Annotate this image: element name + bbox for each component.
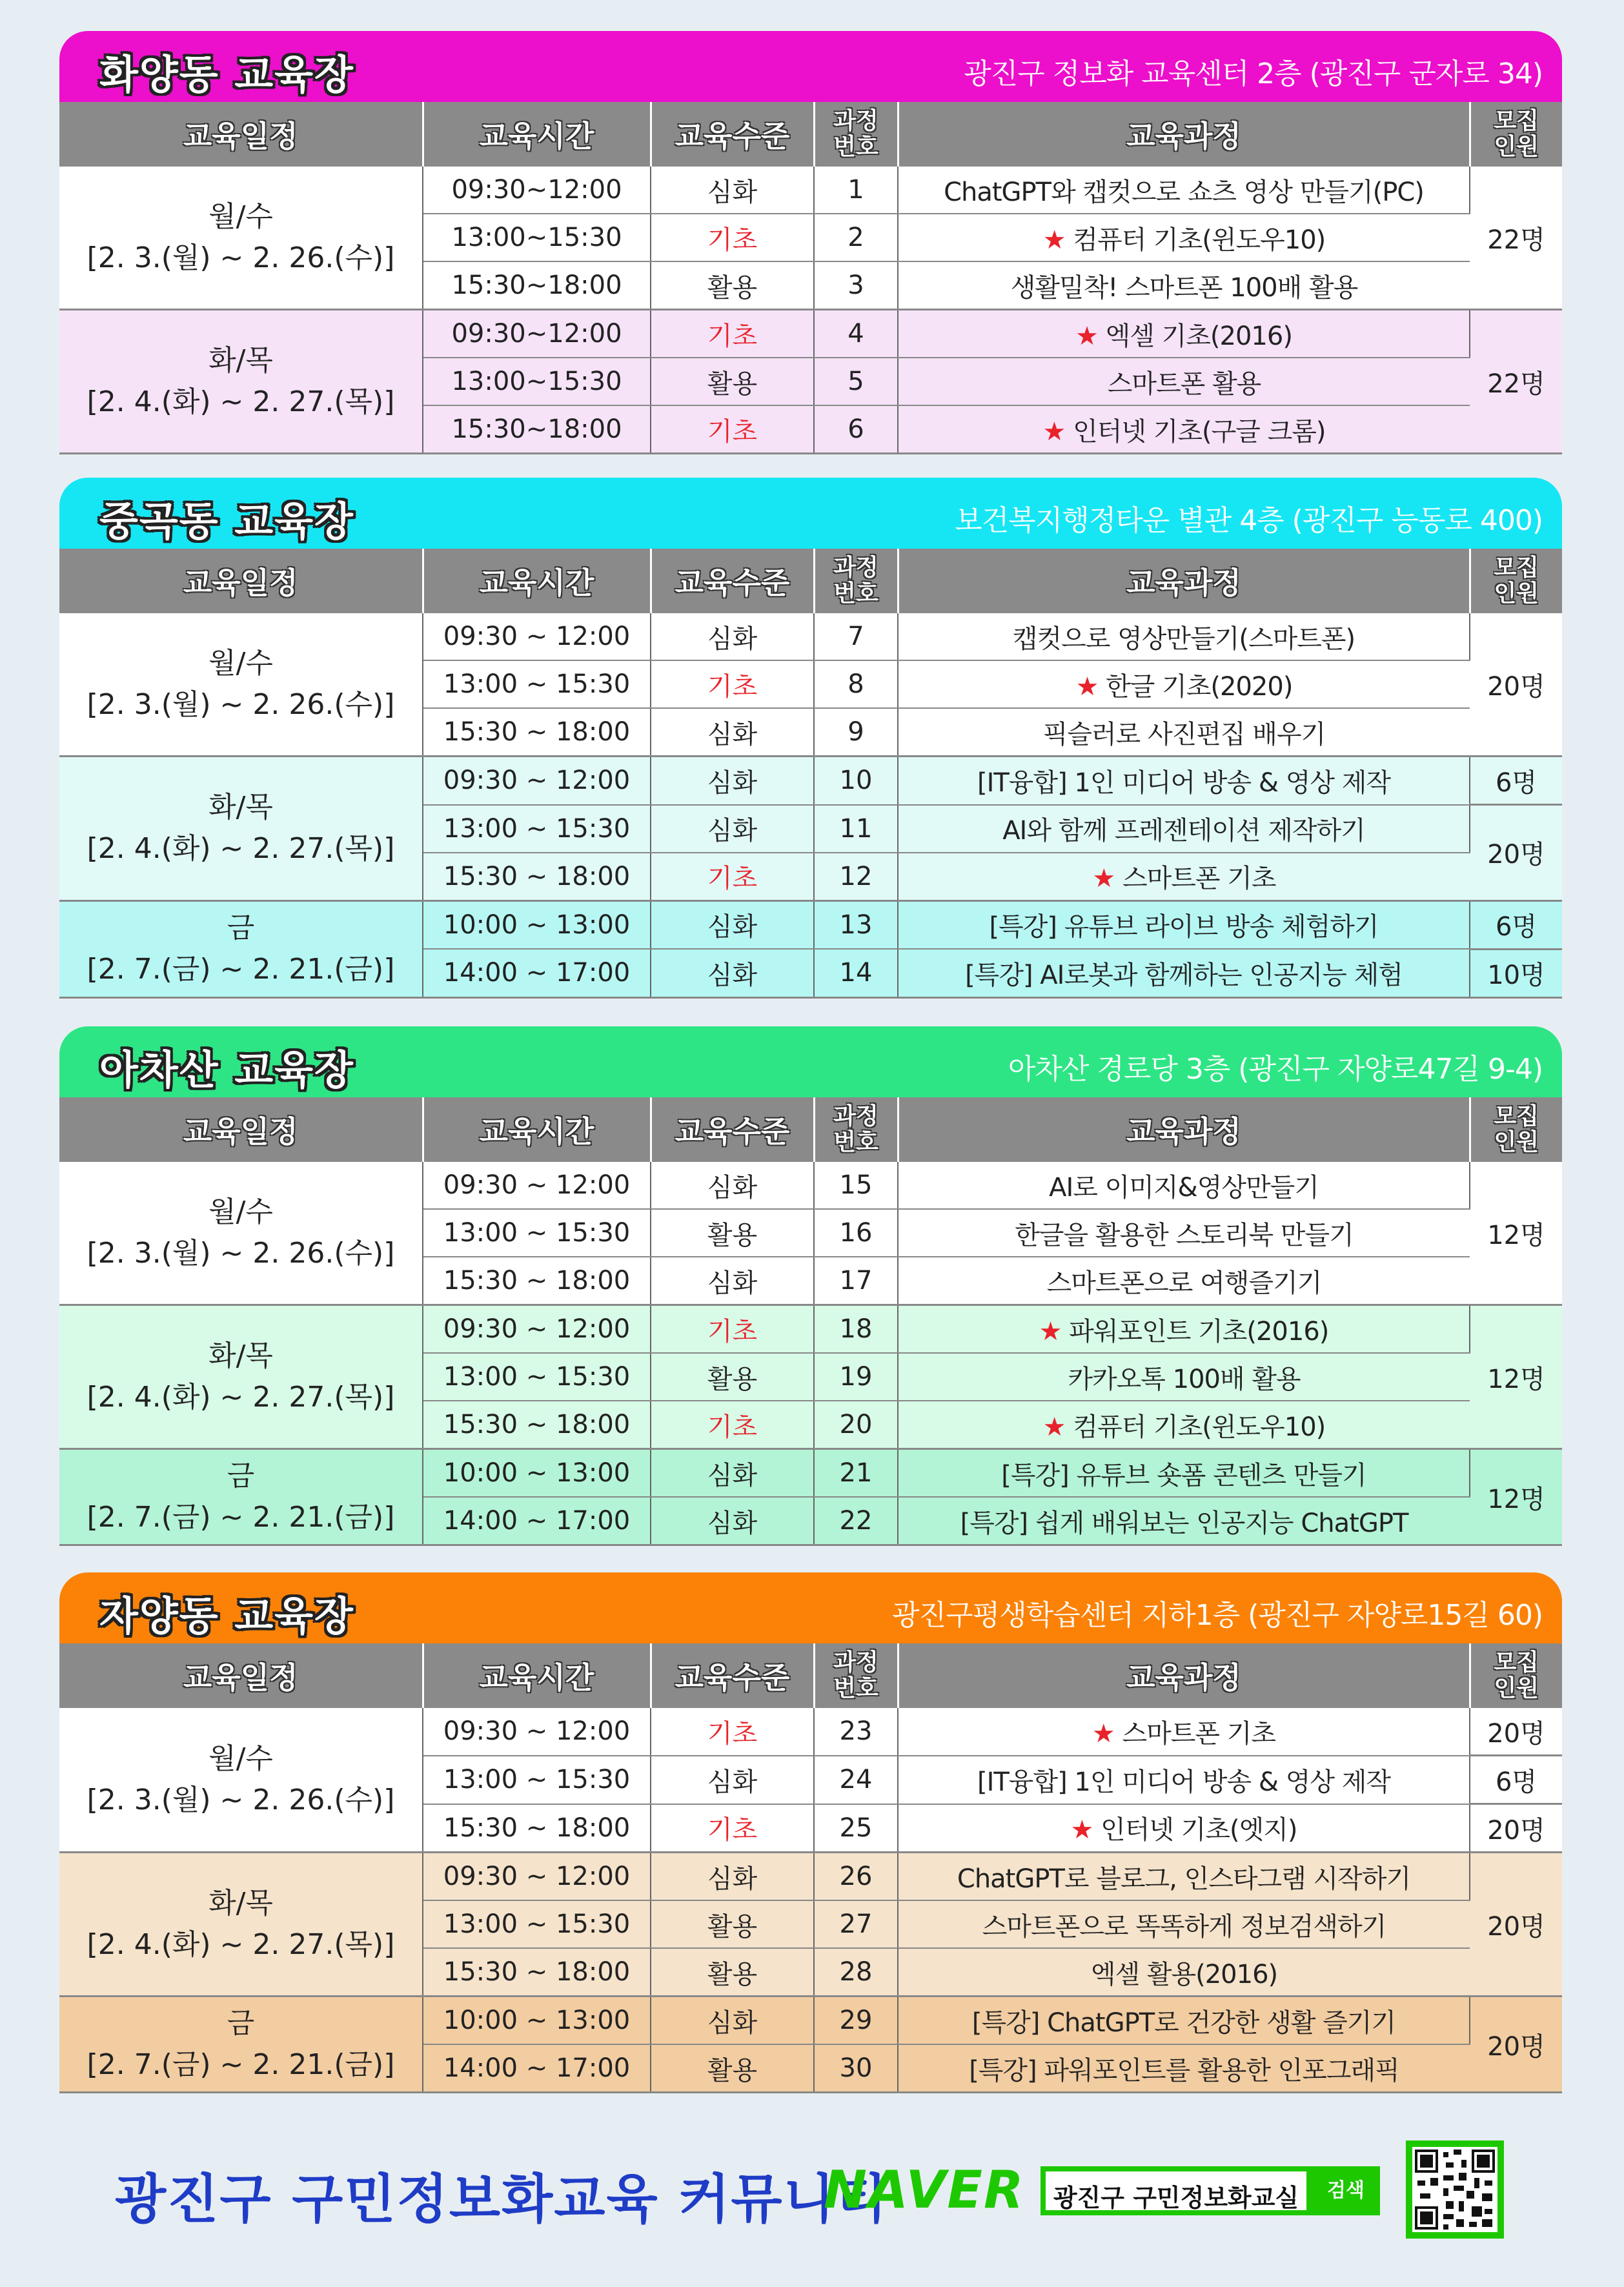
- number-cell: 5: [814, 358, 898, 405]
- header-level: 교육수준: [651, 102, 814, 167]
- schedule-table: [59, 549, 1562, 999]
- header-capacity-top: 모집: [1494, 108, 1539, 134]
- header-capacity-bottom: 인원: [1494, 580, 1539, 607]
- section-banner: [59, 1026, 1562, 1097]
- table-row: [59, 1162, 1562, 1209]
- level-cell: 활용: [651, 358, 814, 405]
- number-cell: 10: [814, 757, 898, 805]
- time-cell: 13:00 ~ 15:30: [423, 1756, 651, 1804]
- naver-logo: NAVER: [824, 2160, 1025, 2220]
- number-cell: 22: [814, 1497, 898, 1545]
- header-schedule: 교육일정: [59, 1097, 423, 1162]
- time-cell: 15:30 ~ 18:00: [423, 1401, 651, 1449]
- number-cell: 7: [814, 613, 898, 660]
- level-cell: 심화: [651, 1449, 814, 1498]
- capacity-cell: 20명: [1470, 1804, 1562, 1853]
- level-cell: 심화: [651, 757, 814, 805]
- header-capacity: [1470, 549, 1562, 613]
- course-name: 컴퓨터 기초(윈도우10): [1073, 1412, 1326, 1442]
- number-cell: 18: [814, 1305, 898, 1354]
- course-name: 스마트폰 기초: [1122, 864, 1276, 893]
- course-cell: [898, 1756, 1470, 1804]
- course-name: [IT융합] 1인 미디어 방송 & 영상 제작: [977, 767, 1391, 798]
- table-row: [59, 1449, 1562, 1498]
- time-cell: 15:30 ~ 18:00: [423, 1804, 651, 1853]
- schedule-dates: [2. 7.(금) ~ 2. 21.(금)]: [86, 2048, 395, 2081]
- number-cell: 2: [814, 214, 898, 261]
- header-number: [814, 1097, 898, 1162]
- level-cell: 심화: [651, 1756, 814, 1804]
- course-cell: [898, 949, 1470, 997]
- number-cell: 17: [814, 1257, 898, 1305]
- course-name: 픽슬러로 사진편집 배우기: [1042, 719, 1326, 749]
- table-row: [59, 1997, 1562, 2045]
- header-capacity-top: 모집: [1494, 554, 1539, 581]
- course-cell: [898, 853, 1470, 901]
- header-time: 교육시간: [423, 102, 651, 167]
- number-cell: 19: [814, 1353, 898, 1401]
- schedule-days: 화/목: [208, 1887, 273, 1920]
- star-icon: ★: [1075, 671, 1099, 702]
- capacity-cell: 12명: [1470, 1305, 1562, 1449]
- course-cell: [898, 1209, 1470, 1257]
- course-cell: [898, 1257, 1470, 1305]
- course-cell: [898, 167, 1470, 214]
- time-cell: 13:00~15:30: [423, 358, 651, 405]
- header-capacity: [1470, 1097, 1562, 1162]
- section-banner: [59, 478, 1562, 549]
- schedule-cell: [59, 1162, 423, 1305]
- level-cell: 심화: [651, 1997, 814, 2045]
- header-row: [59, 1097, 1562, 1162]
- course-cell: [898, 2044, 1470, 2093]
- level-cell: 활용: [651, 1900, 814, 1948]
- table-row: [59, 167, 1562, 214]
- capacity-cell: 6명: [1470, 757, 1562, 805]
- level-cell: 심화: [651, 167, 814, 214]
- level-cell: 기초: [651, 214, 814, 261]
- section-address: 아차산 경로당 3층 (광진구 자양로47길 9-4): [1008, 1053, 1543, 1086]
- number-cell: 1: [814, 167, 898, 214]
- course-name: 카카오톡 100배 활용: [1068, 1364, 1301, 1394]
- time-cell: 15:30 ~ 18:00: [423, 853, 651, 901]
- section-4: [59, 1572, 1562, 2093]
- level-cell: 기초: [651, 660, 814, 708]
- schedule-days: 금: [227, 911, 255, 944]
- header-capacity: [1470, 102, 1562, 167]
- course-cell: [898, 1804, 1470, 1853]
- course-name: AI와 함께 프레젠테이션 제작하기: [1002, 816, 1365, 846]
- schedule-days: 금: [227, 2007, 255, 2040]
- schedule-cell: [59, 1305, 423, 1449]
- course-name: 인터넷 기초(엣지): [1101, 1815, 1297, 1845]
- section-title: 아차산 교육장: [99, 1046, 354, 1093]
- section-address: 광진구 정보화 교육센터 2층 (광진구 군자로 34): [964, 57, 1543, 90]
- number-cell: 9: [814, 708, 898, 757]
- header-schedule: 교육일정: [59, 102, 423, 167]
- level-cell: 심화: [651, 805, 814, 853]
- schedule-dates: [2. 4.(화) ~ 2. 27.(목)]: [86, 832, 395, 866]
- level-cell: 기초: [651, 1804, 814, 1853]
- star-icon: ★: [1075, 321, 1098, 351]
- header-number-top: 과정: [833, 1103, 878, 1130]
- table-row: [59, 1708, 1562, 1756]
- course-cell: [898, 613, 1470, 660]
- course-name: 스마트폰 활용: [1107, 369, 1261, 399]
- number-cell: 14: [814, 949, 898, 997]
- number-cell: 29: [814, 1997, 898, 2045]
- time-cell: 13:00 ~ 15:30: [423, 660, 651, 708]
- schedule-dates: [2. 3.(월) ~ 2. 26.(수)]: [86, 241, 395, 274]
- section-2: [59, 478, 1562, 999]
- course-cell: [898, 1449, 1470, 1498]
- capacity-cell: 20명: [1470, 1853, 1562, 1997]
- level-cell: 심화: [651, 1257, 814, 1305]
- course-cell: [898, 405, 1470, 454]
- level-cell: 기초: [651, 853, 814, 901]
- capacity-cell: 12명: [1470, 1162, 1562, 1305]
- time-cell: 09:30 ~ 12:00: [423, 1162, 651, 1209]
- header-number-bottom: 번호: [833, 1675, 878, 1702]
- schedule-cell: [59, 310, 423, 454]
- time-cell: 14:00 ~ 17:00: [423, 1497, 651, 1545]
- header-number-bottom: 번호: [833, 1129, 878, 1155]
- number-cell: 3: [814, 261, 898, 310]
- schedule-dates: [2. 3.(월) ~ 2. 26.(수)]: [86, 1784, 395, 1816]
- section-address: 보건복지행정타운 별관 4층 (광진구 능동로 400): [955, 504, 1543, 537]
- schedule-days: 화/목: [208, 1339, 273, 1372]
- level-cell: 활용: [651, 2044, 814, 2093]
- schedule-table: [59, 102, 1562, 454]
- schedule-cell: [59, 1997, 423, 2093]
- course-name: [IT융합] 1인 미디어 방송 & 영상 제작: [977, 1767, 1391, 1797]
- course-cell: [898, 708, 1470, 757]
- time-cell: 15:30~18:00: [423, 261, 651, 310]
- star-icon: ★: [1042, 225, 1066, 255]
- time-cell: 14:00 ~ 17:00: [423, 949, 651, 997]
- schedule-cell: [59, 900, 423, 997]
- level-cell: 기초: [651, 1305, 814, 1354]
- section-title: 자양동 교육장: [99, 1592, 354, 1640]
- schedule-dates: [2. 4.(화) ~ 2. 27.(목)]: [86, 1928, 395, 1961]
- header-number-top: 과정: [833, 108, 878, 134]
- schedule-cell: [59, 613, 423, 757]
- time-cell: 10:00 ~ 13:00: [423, 1449, 651, 1498]
- schedule-days: 화/목: [208, 791, 273, 824]
- header-number-top: 과정: [833, 554, 878, 581]
- star-icon: ★: [1042, 416, 1066, 447]
- number-cell: 23: [814, 1708, 898, 1756]
- time-cell: 09:30~12:00: [423, 310, 651, 358]
- level-cell: 심화: [651, 900, 814, 949]
- level-cell: 기초: [651, 1708, 814, 1756]
- section-banner: [59, 31, 1562, 102]
- header-number: [814, 102, 898, 167]
- course-name: 한글 기초(2020): [1106, 671, 1293, 702]
- course-cell: [898, 900, 1470, 949]
- time-cell: 15:30 ~ 18:00: [423, 708, 651, 757]
- capacity-cell: 6명: [1470, 900, 1562, 949]
- capacity-cell: 22명: [1470, 310, 1562, 454]
- number-cell: 6: [814, 405, 898, 454]
- schedule-days: 월/수: [208, 1742, 273, 1775]
- header-number: [814, 549, 898, 613]
- course-cell: [898, 358, 1470, 405]
- header-course: 교육과정: [898, 1097, 1470, 1162]
- star-icon: ★: [1042, 1412, 1066, 1442]
- time-cell: 10:00 ~ 13:00: [423, 900, 651, 949]
- course-name: 스마트폰 기초: [1122, 1718, 1276, 1749]
- header-capacity-bottom: 인원: [1494, 1675, 1539, 1702]
- header-capacity-bottom: 인원: [1494, 134, 1539, 160]
- course-cell: [898, 1497, 1470, 1545]
- level-cell: 활용: [651, 1209, 814, 1257]
- schedule-dates: [2. 7.(금) ~ 2. 21.(금)]: [86, 1501, 395, 1534]
- course-cell: [898, 1401, 1470, 1449]
- table-row: [59, 310, 1562, 358]
- table-row: [59, 1305, 1562, 1354]
- schedule-cell: [59, 167, 423, 310]
- header-course: 교육과정: [898, 1643, 1470, 1708]
- course-cell: [898, 1900, 1470, 1948]
- schedule-dates: [2. 3.(월) ~ 2. 26.(수)]: [86, 1237, 395, 1270]
- number-cell: 25: [814, 1804, 898, 1853]
- level-cell: 기초: [651, 405, 814, 454]
- header-course: 교육과정: [898, 549, 1470, 613]
- level-cell: 활용: [651, 1353, 814, 1401]
- header-time: 교육시간: [423, 1097, 651, 1162]
- course-cell: [898, 660, 1470, 708]
- course-name: 스마트폰으로 여행즐기기: [1046, 1268, 1322, 1298]
- section-title: 중곡동 교육장: [99, 498, 354, 545]
- header-level: 교육수준: [651, 1643, 814, 1708]
- table-row: [59, 1853, 1562, 1901]
- capacity-cell: 22명: [1470, 167, 1562, 310]
- course-name: 파워포인트 기초(2016): [1069, 1316, 1329, 1347]
- capacity-cell: 10명: [1470, 949, 1562, 997]
- number-cell: 11: [814, 805, 898, 853]
- star-icon: ★: [1092, 864, 1115, 893]
- number-cell: 16: [814, 1209, 898, 1257]
- course-cell: [898, 805, 1470, 853]
- level-cell: 활용: [651, 1948, 814, 1997]
- capacity-cell: 12명: [1470, 1449, 1562, 1545]
- number-cell: 26: [814, 1853, 898, 1901]
- level-cell: 기초: [651, 1401, 814, 1449]
- schedule-dates: [2. 3.(월) ~ 2. 26.(수)]: [86, 688, 395, 721]
- time-cell: 09:30 ~ 12:00: [423, 1305, 651, 1354]
- course-cell: [898, 214, 1470, 261]
- number-cell: 28: [814, 1948, 898, 1997]
- table-row: [59, 900, 1562, 949]
- time-cell: 09:30~12:00: [423, 167, 651, 214]
- course-name: [특강] ChatGPT로 건강한 생활 즐기기: [971, 2007, 1396, 2038]
- schedule-days: 화/목: [208, 344, 273, 377]
- schedule-cell: [59, 757, 423, 901]
- table-row: [59, 757, 1562, 805]
- header-number: [814, 1643, 898, 1708]
- level-cell: 심화: [651, 1853, 814, 1901]
- header-schedule: 교육일정: [59, 549, 423, 613]
- time-cell: 15:30 ~ 18:00: [423, 1257, 651, 1305]
- schedule-cell: [59, 1449, 423, 1545]
- time-cell: 09:30 ~ 12:00: [423, 757, 651, 805]
- number-cell: 4: [814, 310, 898, 358]
- schedule-cell: [59, 1708, 423, 1853]
- star-icon: ★: [1039, 1316, 1062, 1347]
- level-cell: 심화: [651, 1162, 814, 1209]
- number-cell: 27: [814, 1900, 898, 1948]
- time-cell: 13:00 ~ 15:30: [423, 1209, 651, 1257]
- course-cell: [898, 1997, 1470, 2045]
- header-number-bottom: 번호: [833, 134, 878, 160]
- section-address: 광진구평생학습센터 지하1층 (광진구 자양로15길 60): [892, 1599, 1543, 1632]
- number-cell: 20: [814, 1401, 898, 1449]
- schedule-days: 월/수: [208, 200, 273, 233]
- capacity-cell: 20명: [1470, 1997, 1562, 2093]
- course-cell: [898, 310, 1470, 358]
- number-cell: 24: [814, 1756, 898, 1804]
- course-cell: [898, 1948, 1470, 1997]
- search-button[interactable]: 검색: [1312, 2166, 1380, 2215]
- course-cell: [898, 757, 1470, 805]
- header-course: 교육과정: [898, 102, 1470, 167]
- time-cell: 09:30 ~ 12:00: [423, 1853, 651, 1901]
- time-cell: 14:00 ~ 17:00: [423, 2044, 651, 2093]
- course-name: 엑셀 기초(2016): [1105, 321, 1292, 351]
- level-cell: 심화: [651, 1497, 814, 1545]
- course-name: ChatGPT와 캡컷으로 쇼츠 영상 만들기(PC): [944, 177, 1424, 207]
- time-cell: 13:00~15:30: [423, 214, 651, 261]
- time-cell: 13:00 ~ 15:30: [423, 1900, 651, 1948]
- capacity-cell: 20명: [1470, 805, 1562, 901]
- course-cell: [898, 1353, 1470, 1401]
- course-name: 엑셀 활용(2016): [1090, 1959, 1278, 1989]
- level-cell: 기초: [651, 310, 814, 358]
- qr-code-icon[interactable]: [1406, 2140, 1504, 2239]
- header-capacity: [1470, 1643, 1562, 1708]
- time-cell: 15:30 ~ 18:00: [423, 1948, 651, 1997]
- course-name: ChatGPT로 블로그, 인스타그램 시작하기: [957, 1864, 1411, 1894]
- section-banner: [59, 1572, 1562, 1643]
- capacity-cell: 20명: [1470, 1708, 1562, 1756]
- header-number-bottom: 번호: [833, 580, 878, 607]
- course-name: 인터넷 기초(구글 크롬): [1073, 416, 1326, 447]
- header-schedule: 교육일정: [59, 1643, 423, 1708]
- header-number-top: 과정: [833, 1649, 878, 1676]
- number-cell: 21: [814, 1449, 898, 1498]
- course-name: [특강] AI로봇과 함께하는 인공지능 체험: [965, 960, 1403, 990]
- schedule-table: [59, 1097, 1562, 1546]
- community-slogan: 광진구 구민정보화교육 커뮤니티: [115, 2169, 889, 2230]
- star-icon: ★: [1070, 1815, 1093, 1845]
- star-icon: ★: [1091, 1718, 1115, 1749]
- course-name: [특강] 유튜브 숏폼 콘텐츠 만들기: [1001, 1460, 1366, 1490]
- footer: [0, 2143, 1624, 2246]
- schedule-days: 월/수: [208, 647, 273, 680]
- number-cell: 15: [814, 1162, 898, 1209]
- course-cell: [898, 1853, 1470, 1901]
- header-row: [59, 102, 1562, 167]
- time-cell: 13:00 ~ 15:30: [423, 1353, 651, 1401]
- header-time: 교육시간: [423, 549, 651, 613]
- header-row: [59, 1643, 1562, 1708]
- course-cell: [898, 261, 1470, 310]
- level-cell: 활용: [651, 261, 814, 310]
- schedule-table: [59, 1643, 1562, 2093]
- header-time: 교육시간: [423, 1643, 651, 1708]
- number-cell: 8: [814, 660, 898, 708]
- course-name: [특강] 유튜브 라이브 방송 체험하기: [989, 912, 1379, 942]
- course-name: 생활밀착! 스마트폰 100배 활용: [1010, 272, 1358, 303]
- course-name: AI로 이미지&영상만들기: [1049, 1172, 1319, 1203]
- schedule-dates: [2. 7.(금) ~ 2. 21.(금)]: [86, 953, 395, 986]
- search-query: 광진구 구민정보화교실: [1053, 2184, 1299, 2212]
- course-cell: [898, 1162, 1470, 1209]
- number-cell: 12: [814, 853, 898, 901]
- table-row: [59, 613, 1562, 660]
- header-capacity-top: 모집: [1494, 1103, 1539, 1130]
- section-1: [59, 31, 1562, 454]
- time-cell: 09:30 ~ 12:00: [423, 1708, 651, 1756]
- course-cell: [898, 1305, 1470, 1354]
- search-box[interactable]: [1040, 2166, 1312, 2215]
- time-cell: 09:30 ~ 12:00: [423, 613, 651, 660]
- course-name: [특강] 쉽게 배워보는 인공지능 ChatGPT: [960, 1508, 1408, 1538]
- schedule-days: 금: [227, 1459, 255, 1492]
- time-cell: 13:00 ~ 15:30: [423, 805, 651, 853]
- course-name: 캡컷으로 영상만들기(스마트폰): [1012, 624, 1355, 654]
- number-cell: 30: [814, 2044, 898, 2093]
- header-capacity-bottom: 인원: [1494, 1129, 1539, 1155]
- header-capacity-top: 모집: [1494, 1649, 1539, 1676]
- schedule-dates: [2. 4.(화) ~ 2. 27.(목)]: [86, 385, 395, 418]
- header-level: 교육수준: [651, 549, 814, 613]
- header-level: 교육수준: [651, 1097, 814, 1162]
- course-name: 한글을 활용한 스토리북 만들기: [1015, 1220, 1354, 1250]
- header-row: [59, 549, 1562, 613]
- capacity-cell: 6명: [1470, 1756, 1562, 1804]
- section-title: 화양동 교육장: [99, 51, 354, 98]
- time-cell: 15:30~18:00: [423, 405, 651, 454]
- number-cell: 13: [814, 900, 898, 949]
- level-cell: 심화: [651, 613, 814, 660]
- course-name: 컴퓨터 기초(윈도우10): [1073, 225, 1326, 255]
- level-cell: 심화: [651, 949, 814, 997]
- course-cell: [898, 1708, 1470, 1756]
- course-name: 스마트폰으로 똑똑하게 정보검색하기: [982, 1911, 1386, 1942]
- level-cell: 심화: [651, 708, 814, 757]
- section-3: [59, 1026, 1562, 1546]
- time-cell: 10:00 ~ 13:00: [423, 1997, 651, 2045]
- course-name: [특강] 파워포인트를 활용한 인포그래픽: [969, 2055, 1399, 2086]
- capacity-cell: 20명: [1470, 613, 1562, 757]
- schedule-dates: [2. 4.(화) ~ 2. 27.(목)]: [86, 1381, 395, 1414]
- schedule-cell: [59, 1853, 423, 1997]
- schedule-days: 월/수: [208, 1195, 273, 1228]
